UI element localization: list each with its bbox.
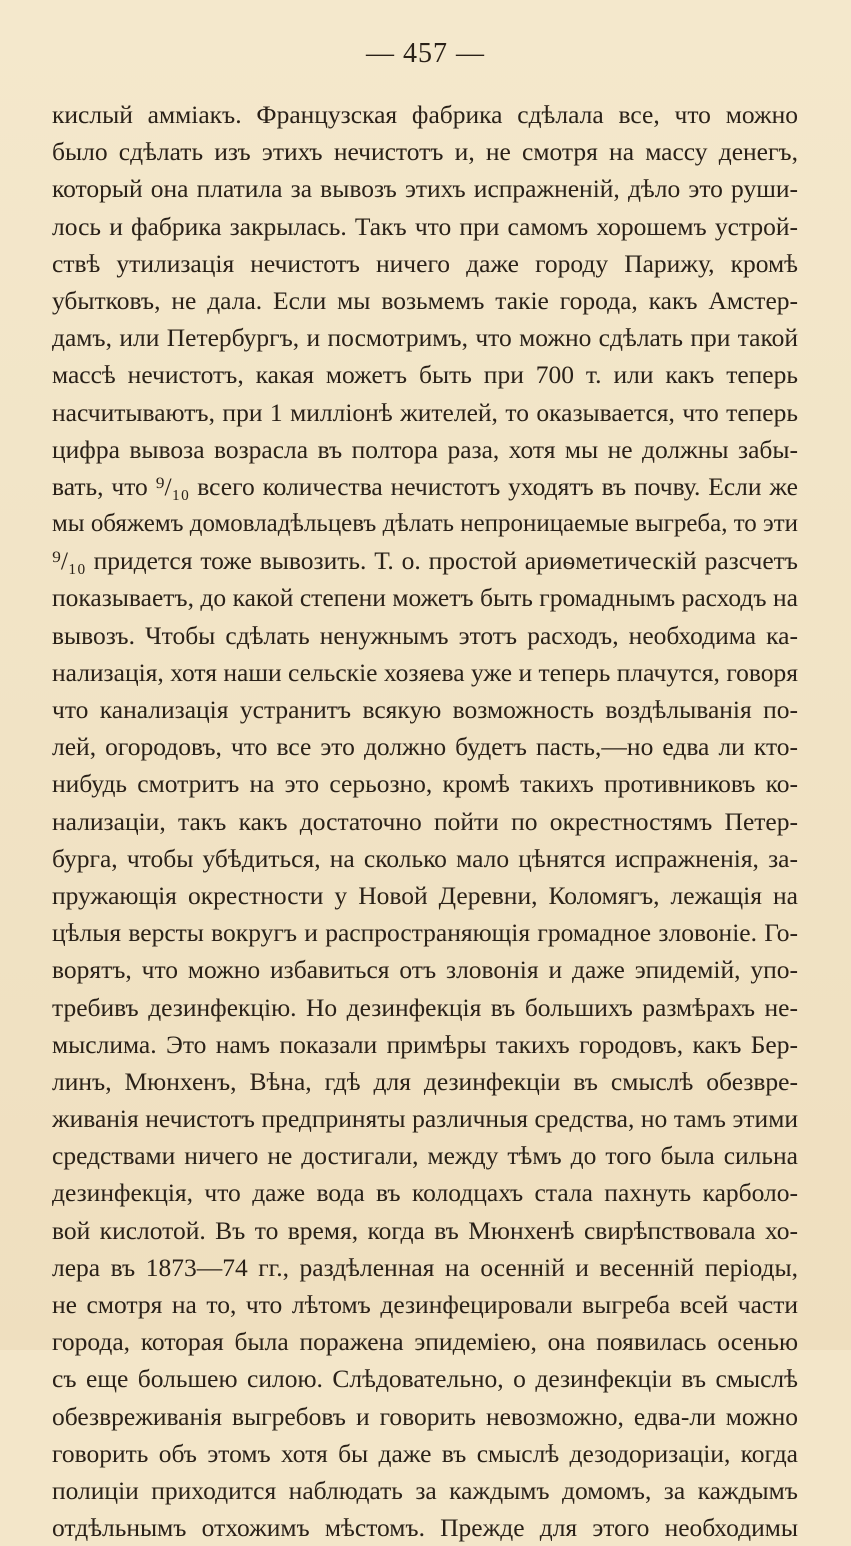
text-line: нибудь смотритъ на это серьозно, кромѣ такихъ противниковъ ко- xyxy=(52,769,798,799)
text-line: средствами ничего не достигали, между тѣмъ до того была сильна xyxy=(52,1141,798,1171)
text-line: убытковъ, не дала. Если мы возьмемъ такіе города, какъ Амстер- xyxy=(52,285,798,315)
text-line: бурга, чтобы убѣдиться, на сколько мало цѣнятся испражненія, за- xyxy=(52,843,798,873)
text-line: было сдѣлать изъ этихъ нечистотъ и, не смотря на массу денегъ, xyxy=(52,137,798,167)
text-line: пружающія окрестности у Новой Деревни, Коломягъ, лежащія на xyxy=(52,880,798,910)
text-line: ⁹/₁₀ придется тоже вывозить. Т. о. простой ариѳметическій разсчетъ xyxy=(52,546,798,576)
text-line: обезвреживанія выгребовъ и говорить невозможно, едва-ли можно xyxy=(52,1401,798,1431)
text-line: вой кислотой. Въ то время, когда въ Мюнхенѣ свирѣпствовала хо- xyxy=(52,1215,798,1245)
text-line: ствѣ утилизація нечистотъ ничего даже городу Парижу, кромѣ xyxy=(52,248,798,278)
page-text xyxy=(52,96,798,1546)
text-line: лось и фабрика закрылась. Такъ что при самомъ хорошемъ устрой- xyxy=(52,211,798,241)
text-line: говорить объ этомъ хотя бы даже въ смыслѣ дезодоризаціи, когда xyxy=(52,1438,798,1468)
text-line: нализаціи, такъ какъ достаточно пойти по окрестностямъ Петер- xyxy=(52,806,798,836)
text-line: что канализація устранитъ всякую возможность воздѣлыванія по- xyxy=(52,695,798,724)
text-line: лей, огородовъ, что все это должно будетъ пасть,—но едва ли кто- xyxy=(52,732,798,762)
text-line: съ еще большею силою. Слѣдовательно, о дезинфекціи въ смыслѣ xyxy=(52,1364,798,1394)
text-line: города, которая была поражена эпидеміею, она появилась осенью xyxy=(52,1327,798,1357)
text-line: мы обяжемъ домовладѣльцевъ дѣлать непроницаемые выгреба, то эти xyxy=(52,510,798,538)
text-line: требивъ дезинфекцію. Но дезинфекція въ большихъ размѣрахъ не- xyxy=(52,992,798,1022)
text-line: показываетъ, до какой степени можетъ быть громаднымъ расходъ на xyxy=(52,583,798,613)
text-line: отдѣльнымъ отхожимъ мѣстомъ. Прежде для этого необходимы xyxy=(52,1513,798,1543)
text-line: который она платила за вывозъ этихъ испражненій, дѣло это руши- xyxy=(52,174,798,204)
text-line: дезинфекція, что даже вода въ колодцахъ стала пахнуть карболо- xyxy=(52,1178,798,1208)
text-line: дамъ, или Петербургъ, и посмотримъ, что можно сдѣлать при такой xyxy=(52,323,798,353)
text-line: массѣ нечистотъ, какая можетъ быть при 700 т. или какъ теперь xyxy=(52,360,798,390)
text-line: ворятъ, что можно избавиться отъ зловонія и даже эпидемій, упо- xyxy=(52,955,798,985)
text-line: линъ, Мюнхенъ, Вѣна, гдѣ для дезинфекціи въ смыслѣ обезвре- xyxy=(52,1066,798,1096)
text-line: не смотря на то, что лѣтомъ дезинфецировали выгреба всей части xyxy=(52,1290,798,1319)
text-line: цѣлыя версты вокругъ и распространяющія громадное зловоніе. Го- xyxy=(52,918,798,948)
text-line: живанія нечистотъ предприняты различныя средства, но тамъ этими xyxy=(52,1104,798,1134)
text-line: насчитываютъ, при 1 милліонѣ жителей, то оказывается, что теперь xyxy=(52,397,798,427)
text-line: вать, что ⁹/₁₀ всего количества нечистотъ уходятъ въ почву. Если же xyxy=(52,471,798,501)
text-line: цифра вывоза возрасла въ полтора раза, хотя мы не должны забы- xyxy=(52,434,798,464)
text-line: мыслима. Это намъ показали примѣры такихъ городовъ, какъ Бер- xyxy=(52,1029,798,1059)
text-line: вывозъ. Чтобы сдѣлать ненужнымъ этотъ расходъ, необходима ка- xyxy=(52,620,798,650)
text-line: лера въ 1873—74 гг., раздѣленная на осенній и весенній періоды, xyxy=(52,1252,798,1282)
text-line: полиціи приходится наблюдать за каждымъ домомъ, за каждымъ xyxy=(52,1475,798,1505)
text-line: нализація, хотя наши сельскіе хозяева уже и теперь плачутся, говоря xyxy=(52,657,798,687)
text-line: кислый амміакъ. Французская фабрика сдѣлала все, что можно xyxy=(52,100,798,129)
page-number: — 457 — xyxy=(366,38,485,69)
